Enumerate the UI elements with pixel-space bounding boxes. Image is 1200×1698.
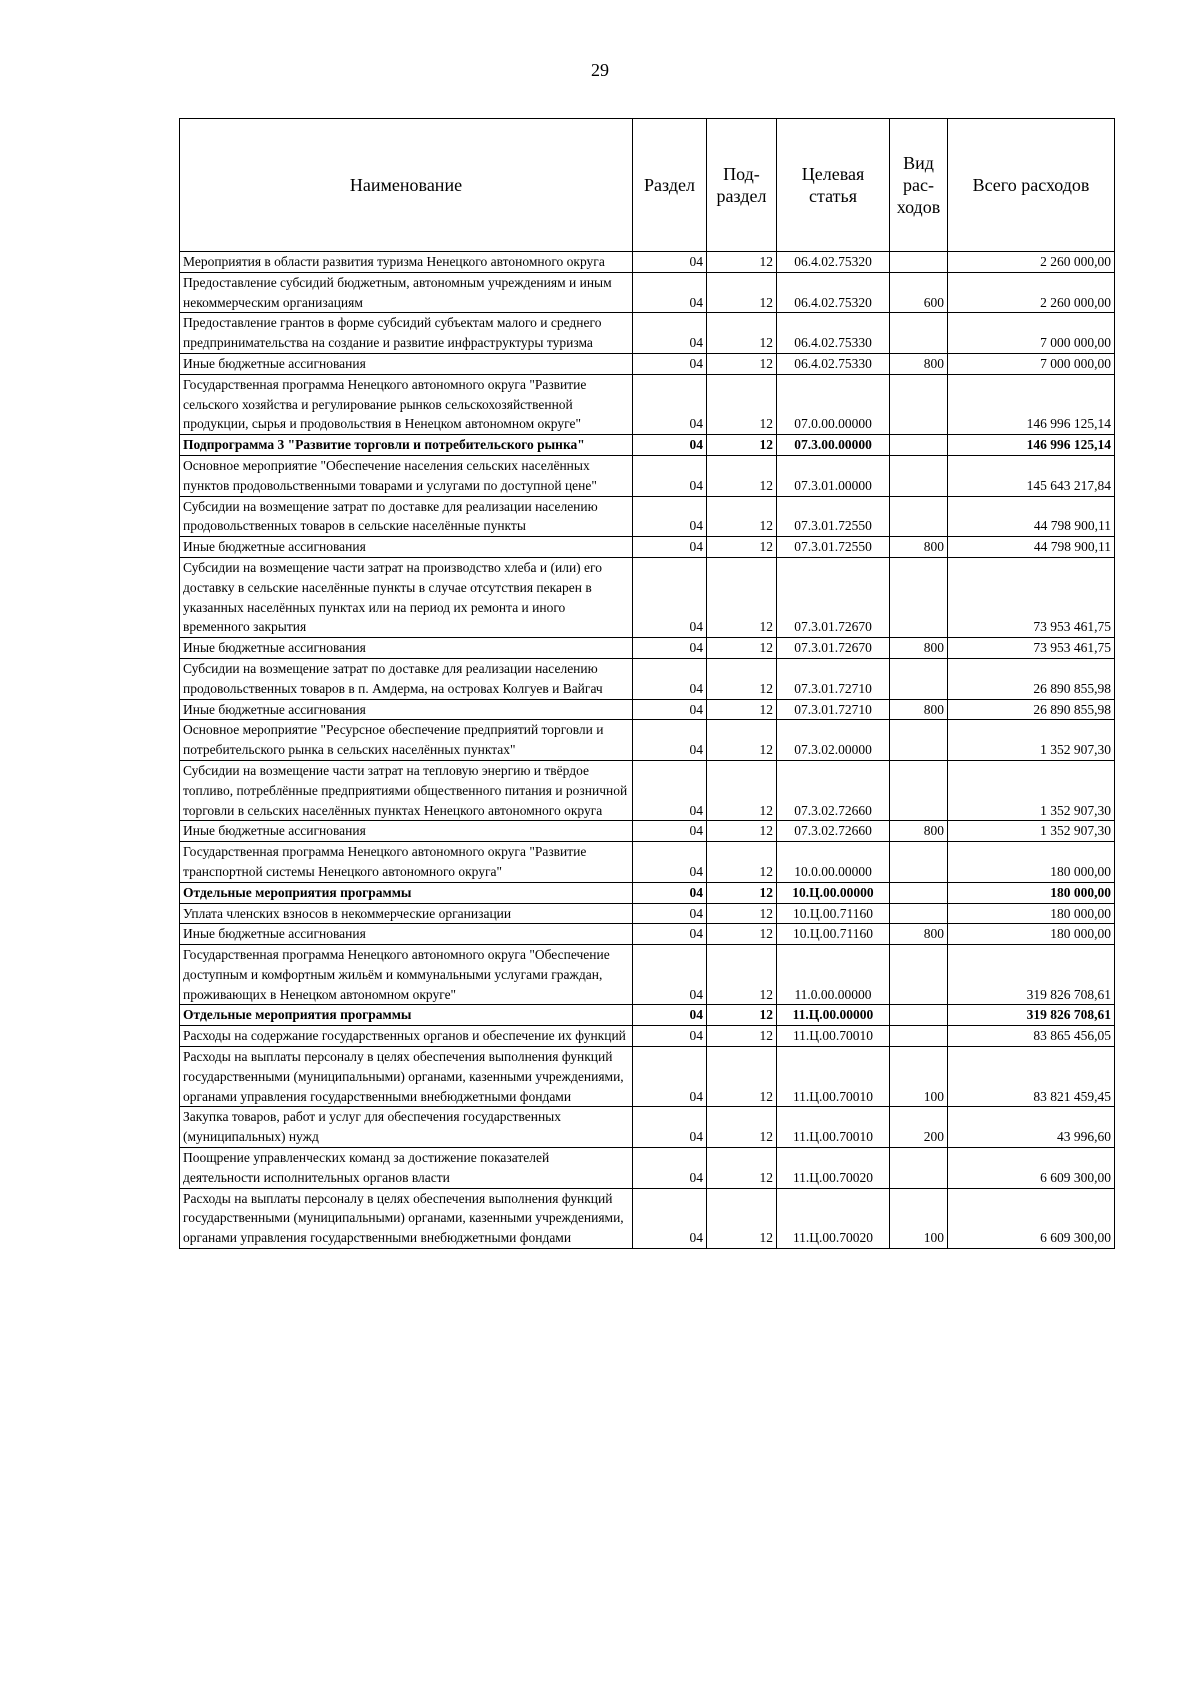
cell-name: Иные бюджетные ассигнования [180,537,633,558]
cell-subsection: 12 [707,272,777,313]
cell-expense-type [890,720,948,761]
cell-section: 04 [633,924,707,945]
cell-section: 04 [633,903,707,924]
cell-section: 04 [633,1047,707,1107]
cell-total: 83 865 456,05 [948,1026,1115,1047]
cell-subsection: 12 [707,496,777,537]
cell-name: Государственная программа Ненецкого автономного округа "Развитие сельского хозяйства и регулирование рынков сельскохозяйственной продукции, сырья и продовольствия в Ненецком автономном округе" [180,374,633,434]
cell-section: 04 [633,1107,707,1148]
cell-subsection: 12 [707,1026,777,1047]
cell-name: Субсидии на возмещение затрат по доставке для реализации населению продовольственных товаров в сельские населённые пункты [180,496,633,537]
cell-section: 04 [633,1026,707,1047]
table-row [180,699,1115,720]
cell-name: Закупка товаров, работ и услуг для обеспечения государственных (муниципальных) нужд [180,1107,633,1148]
cell-expense-type: 800 [890,699,948,720]
cell-expense-type [890,557,948,637]
cell-section: 04 [633,272,707,313]
cell-subsection: 12 [707,374,777,434]
cell-section: 04 [633,638,707,659]
cell-expense-type [890,455,948,496]
cell-total: 180 000,00 [948,842,1115,883]
cell-total: 7 000 000,00 [948,313,1115,354]
cell-total: 44 798 900,11 [948,496,1115,537]
cell-target-article: 10.Ц.00.71160 [777,903,890,924]
cell-target-article: 06.4.02.75330 [777,313,890,354]
cell-subsection: 12 [707,455,777,496]
cell-expense-type: 800 [890,821,948,842]
table-header-row [180,119,1115,252]
cell-name: Мероприятия в области развития туризма Ненецкого автономного округа [180,252,633,273]
cell-name: Субсидии на возмещение затрат по доставке для реализации населению продовольственных товаров в п. Амдерма, на островах Колгуев и Вайгач [180,658,633,699]
cell-subsection: 12 [707,1047,777,1107]
cell-expense-type: 800 [890,537,948,558]
cell-expense-type [890,496,948,537]
cell-total: 146 996 125,14 [948,374,1115,434]
cell-section: 04 [633,658,707,699]
header-subsection: Под- раздел [707,119,777,252]
cell-section: 04 [633,720,707,761]
cell-target-article: 11.Ц.00.00000 [777,1005,890,1026]
table-row [180,455,1115,496]
cell-name: Отдельные мероприятия программы [180,882,633,903]
cell-target-article: 07.3.01.72670 [777,638,890,659]
cell-total: 26 890 855,98 [948,658,1115,699]
cell-subsection: 12 [707,903,777,924]
cell-subsection: 12 [707,882,777,903]
cell-name: Поощрение управленческих команд за достижение показателей деятельности исполнительных органов власти [180,1148,633,1189]
cell-subsection: 12 [707,435,777,456]
cell-total: 146 996 125,14 [948,435,1115,456]
header-section: Раздел [633,119,707,252]
cell-expense-type [890,903,948,924]
cell-total: 1 352 907,30 [948,821,1115,842]
cell-expense-type [890,374,948,434]
cell-expense-type [890,945,948,1005]
cell-section: 04 [633,374,707,434]
cell-name: Иные бюджетные ассигнования [180,353,633,374]
cell-total: 180 000,00 [948,903,1115,924]
table-row [180,1107,1115,1148]
table-row [180,924,1115,945]
cell-name: Расходы на выплаты персоналу в целях обеспечения выполнения функций государственными (муниципальными) органами, казенными учреждениями, органами управления государственными внебюджетными фондами [180,1188,633,1248]
cell-total: 6 609 300,00 [948,1188,1115,1248]
cell-subsection: 12 [707,945,777,1005]
cell-name: Отдельные мероприятия программы [180,1005,633,1026]
cell-total: 319 826 708,61 [948,1005,1115,1026]
cell-expense-type [890,435,948,456]
cell-subsection: 12 [707,821,777,842]
table-row [180,1026,1115,1047]
cell-name: Иные бюджетные ассигнования [180,924,633,945]
cell-subsection: 12 [707,1148,777,1189]
cell-target-article: 07.3.02.72660 [777,821,890,842]
cell-name: Расходы на содержание государственных органов и обеспечение их функций [180,1026,633,1047]
table-row [180,537,1115,558]
cell-section: 04 [633,557,707,637]
cell-subsection: 12 [707,1188,777,1248]
cell-target-article: 07.3.01.72550 [777,537,890,558]
cell-section: 04 [633,1188,707,1248]
cell-name: Государственная программа Ненецкого автономного округа "Развитие транспортной системы Ненецкого автономного округа" [180,842,633,883]
cell-section: 04 [633,882,707,903]
cell-section: 04 [633,353,707,374]
cell-subsection: 12 [707,537,777,558]
cell-expense-type [890,658,948,699]
cell-expense-type [890,1026,948,1047]
cell-expense-type: 200 [890,1107,948,1148]
cell-target-article: 07.3.01.00000 [777,455,890,496]
cell-name: Иные бюджетные ассигнования [180,821,633,842]
cell-target-article: 06.4.02.75330 [777,353,890,374]
table-row [180,1047,1115,1107]
cell-target-article: 07.3.01.72670 [777,557,890,637]
header-target-article: Целевая статья [777,119,890,252]
table-row [180,313,1115,354]
header-total: Всего расходов [948,119,1115,252]
cell-target-article: 11.Ц.00.70010 [777,1047,890,1107]
cell-target-article: 11.Ц.00.70010 [777,1107,890,1148]
cell-total: 180 000,00 [948,924,1115,945]
cell-total: 2 260 000,00 [948,272,1115,313]
cell-target-article: 11.Ц.00.70020 [777,1148,890,1189]
table-row [180,760,1115,820]
cell-section: 04 [633,496,707,537]
cell-subsection: 12 [707,1005,777,1026]
table-row [180,1188,1115,1248]
cell-target-article: 10.Ц.00.00000 [777,882,890,903]
cell-total: 145 643 217,84 [948,455,1115,496]
cell-subsection: 12 [707,760,777,820]
cell-total: 44 798 900,11 [948,537,1115,558]
table-row [180,1148,1115,1189]
cell-section: 04 [633,945,707,1005]
cell-name: Субсидии на возмещение части затрат на производство хлеба и (или) его доставку в сельские населённые пункты в случае отсутствия пекарен в указанных населённых пунктах или на период их ремонта и иного временного закрытия [180,557,633,637]
cell-total: 1 352 907,30 [948,720,1115,761]
table-row [180,842,1115,883]
cell-name: Предоставление грантов в форме субсидий субъектам малого и среднего предпринимательства на создание и развитие инфраструктуры туризма [180,313,633,354]
cell-expense-type: 800 [890,924,948,945]
cell-name: Предоставление субсидий бюджетным, автономным учреждениям и иным некоммерческим организациям [180,272,633,313]
table-row [180,435,1115,456]
table-row [180,496,1115,537]
cell-subsection: 12 [707,842,777,883]
table-row [180,638,1115,659]
table-row [180,882,1115,903]
cell-name: Субсидии на возмещение части затрат на тепловую энергию и твёрдое топливо, потреблённые предприятиями общественного питания и розничной торговли в сельских населённых пунктах Ненецкого автономного округа [180,760,633,820]
budget-table-body [180,252,1115,1249]
cell-name: Иные бюджетные ассигнования [180,638,633,659]
cell-name: Государственная программа Ненецкого автономного округа "Обеспечение доступным и комфортным жильём и коммунальными услугами граждан, проживающих в Ненецком автономном округе" [180,945,633,1005]
cell-target-article: 11.Ц.00.70020 [777,1188,890,1248]
cell-total: 26 890 855,98 [948,699,1115,720]
cell-section: 04 [633,252,707,273]
cell-name: Уплата членских взносов в некоммерческие организации [180,903,633,924]
cell-expense-type: 800 [890,638,948,659]
cell-total: 180 000,00 [948,882,1115,903]
cell-target-article: 07.3.02.72660 [777,760,890,820]
table-row [180,1005,1115,1026]
cell-subsection: 12 [707,1107,777,1148]
cell-target-article: 11.Ц.00.70010 [777,1026,890,1047]
cell-name: Иные бюджетные ассигнования [180,699,633,720]
cell-total: 83 821 459,45 [948,1047,1115,1107]
cell-expense-type: 600 [890,272,948,313]
cell-subsection: 12 [707,557,777,637]
table-row [180,272,1115,313]
cell-expense-type: 100 [890,1047,948,1107]
cell-subsection: 12 [707,699,777,720]
cell-total: 1 352 907,30 [948,760,1115,820]
cell-target-article: 11.0.00.00000 [777,945,890,1005]
cell-subsection: 12 [707,353,777,374]
table-row [180,252,1115,273]
cell-target-article: 06.4.02.75320 [777,272,890,313]
cell-expense-type [890,313,948,354]
cell-subsection: 12 [707,720,777,761]
cell-target-article: 07.3.01.72710 [777,699,890,720]
cell-name: Подпрограмма 3 "Развитие торговли и потребительского рынка" [180,435,633,456]
cell-target-article: 07.0.00.00000 [777,374,890,434]
table-row [180,903,1115,924]
cell-expense-type [890,1005,948,1026]
cell-target-article: 10.0.00.00000 [777,842,890,883]
cell-total: 73 953 461,75 [948,557,1115,637]
cell-total: 43 996,60 [948,1107,1115,1148]
cell-target-article: 07.3.01.72710 [777,658,890,699]
table-row [180,557,1115,637]
table-row [180,353,1115,374]
cell-subsection: 12 [707,658,777,699]
cell-subsection: 12 [707,924,777,945]
cell-name: Основное мероприятие "Обеспечение населения сельских населённых пунктов продовольственными товарами и услугами по доступной цене" [180,455,633,496]
cell-section: 04 [633,313,707,354]
cell-section: 04 [633,699,707,720]
cell-section: 04 [633,537,707,558]
cell-expense-type [890,882,948,903]
table-row [180,658,1115,699]
cell-subsection: 12 [707,313,777,354]
page-number: 29 [591,60,609,80]
cell-total: 73 953 461,75 [948,638,1115,659]
table-row [180,720,1115,761]
cell-section: 04 [633,435,707,456]
header-name: Наименование [180,119,633,252]
cell-subsection: 12 [707,252,777,273]
table-row [180,945,1115,1005]
cell-target-article: 10.Ц.00.71160 [777,924,890,945]
cell-expense-type [890,842,948,883]
budget-table [179,118,1115,1249]
cell-name: Основное мероприятие "Ресурсное обеспечение предприятий торговли и потребительского рынка в сельских населённых пунктах" [180,720,633,761]
cell-total: 2 260 000,00 [948,252,1115,273]
cell-section: 04 [633,455,707,496]
cell-target-article: 07.3.00.00000 [777,435,890,456]
cell-section: 04 [633,842,707,883]
table-row [180,821,1115,842]
cell-expense-type [890,252,948,273]
cell-total: 6 609 300,00 [948,1148,1115,1189]
cell-expense-type: 100 [890,1188,948,1248]
cell-section: 04 [633,1148,707,1189]
cell-total: 319 826 708,61 [948,945,1115,1005]
cell-name: Расходы на выплаты персоналу в целях обеспечения выполнения функций государственными (муниципальными) органами, казенными учреждениями, органами управления государственными внебюджетными фондами [180,1047,633,1107]
cell-target-article: 06.4.02.75320 [777,252,890,273]
cell-total: 7 000 000,00 [948,353,1115,374]
table-row [180,374,1115,434]
cell-subsection: 12 [707,638,777,659]
cell-section: 04 [633,1005,707,1026]
cell-expense-type [890,760,948,820]
header-expense-type: Вид рас- ходов [890,119,948,252]
cell-section: 04 [633,821,707,842]
cell-expense-type: 800 [890,353,948,374]
cell-target-article: 07.3.01.72550 [777,496,890,537]
cell-section: 04 [633,760,707,820]
cell-target-article: 07.3.02.00000 [777,720,890,761]
cell-expense-type [890,1148,948,1189]
